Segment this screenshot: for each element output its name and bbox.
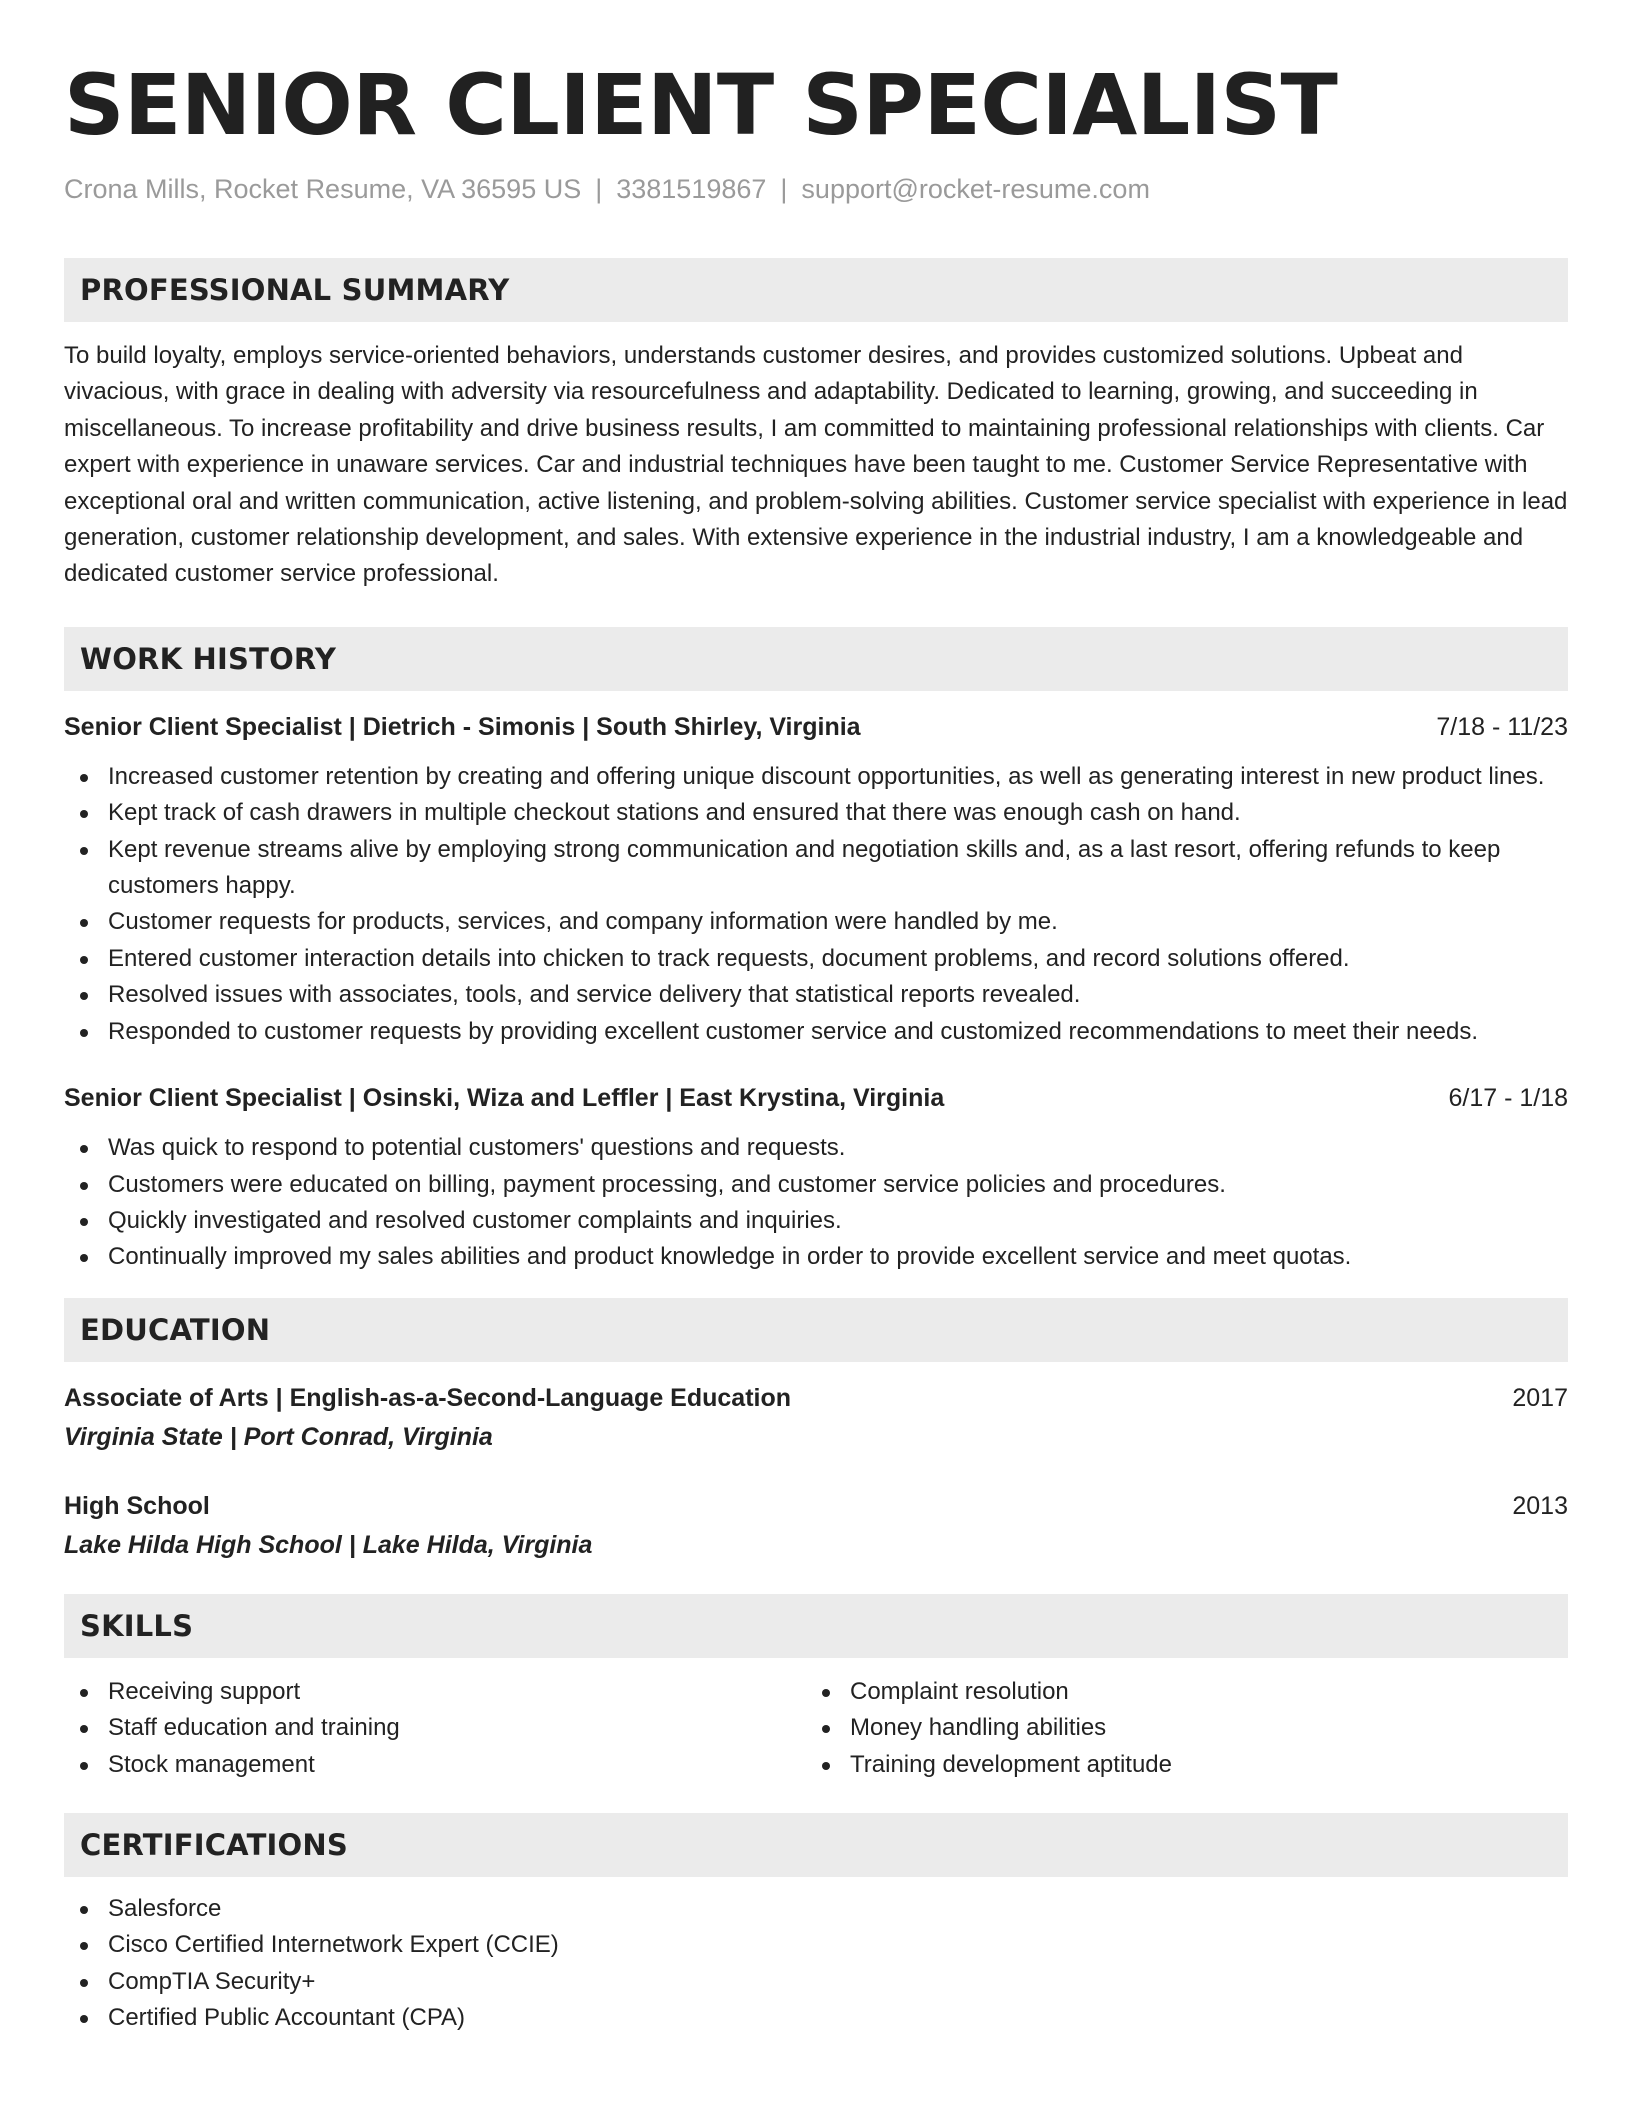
education-entry [64,1380,1568,1454]
education-school: Lake Hilda High School | Lake Hilda, Virginia [64,1530,593,1559]
job-header [64,709,1568,745]
skill-item: Training development aptitude [806,1747,1548,1783]
contact-email[interactable]: support@rocket-resume.com [801,174,1150,204]
skills-column-left [64,1674,806,1783]
education-header [64,1380,1568,1416]
list-item: Responded to customer requests by providing excellent customer service and customized recommendations to meet their needs. [64,1014,1568,1050]
education-entry [64,1488,1568,1562]
contact-separator: | [595,174,603,204]
job-dates: 7/18 - 11/23 [1436,712,1568,741]
education-degree: High School [64,1491,210,1520]
education-year: 2017 [1512,1383,1568,1412]
list-item: Kept revenue streams alive by employing strong communication and negotiation skills and, as a last resort, offering refunds to keep customers happy. [64,832,1568,905]
skill-item: Receiving support [64,1674,806,1710]
section-heading-skills: SKILLS [64,1594,1568,1658]
education-school: Virginia State | Port Conrad, Virginia [64,1422,493,1451]
section-heading-work-history: WORK HISTORY [64,627,1568,691]
contact-line [64,172,1568,206]
education-year: 2013 [1512,1491,1568,1520]
job-entry [64,709,1568,1050]
contact-separator: | [780,174,788,204]
contact-phone: 3381519867 [616,174,767,204]
list-item: Was quick to respond to potential customers' questions and requests. [64,1130,1568,1166]
resume-page [64,58,1568,2037]
certification-item: CompTIA Security+ [64,1964,1568,2000]
education-degree: Associate of Arts | English-as-a-Second-Language Education [64,1383,792,1412]
job-bullets [64,1130,1568,1276]
job-dates: 6/17 - 1/18 [1448,1084,1568,1113]
job-entry [64,1080,1568,1276]
certification-list [64,1891,1568,2037]
job-bullets [64,759,1568,1050]
skill-item: Staff education and training [64,1710,806,1746]
list-item: Customer requests for products, services, and company information were handled by me. [64,904,1568,940]
education-header [64,1488,1568,1524]
job-title: Senior Client Specialist | Osinski, Wiza and Leffler | East Krystina, Virginia [64,1084,945,1113]
skill-item: Complaint resolution [806,1674,1548,1710]
skills-column-right [806,1674,1548,1783]
list-item: Quickly investigated and resolved customer complaints and inquiries. [64,1203,1568,1239]
certification-item: Cisco Certified Internetwork Expert (CCIE) [64,1927,1568,1963]
list-item: Entered customer interaction details into chicken to track requests, document problems, and record solutions offered. [64,941,1568,977]
section-heading-education: EDUCATION [64,1298,1568,1362]
skill-item: Money handling abilities [806,1710,1548,1746]
list-item: Kept track of cash drawers in multiple checkout stations and ensured that there was enough cash on hand. [64,795,1568,831]
section-heading-certifications: CERTIFICATIONS [64,1813,1568,1877]
list-item: Customers were educated on billing, payment processing, and customer service policies and procedures. [64,1167,1568,1203]
section-heading-summary: PROFESSIONAL SUMMARY [64,258,1568,322]
skills-grid [64,1674,1568,1783]
certification-item: Salesforce [64,1891,1568,1927]
list-item: Increased customer retention by creating and offering unique discount opportunities, as well as generating interest in new product lines. [64,759,1568,795]
summary-text: To build loyalty, employs service-oriented behaviors, understands customer desires, and provides customized solutions. Upbeat and vivacious, with grace in dealing with adversity via resourcefulness and adaptability. Dedicated to learning, growing, and succeeding in miscellaneous. To increase profitability and drive business results, I am committed to maintaining professional relationships with clients. Car expert with experience in unaware services. Car and industrial techniques have been taught to me. Customer Service Representative with exceptional oral and written communication, active listening, and problem-solving abilities. Customer service specialist with experience in lead generation, customer relationship development, and sales. With extensive experience in the industrial industry, I am a knowledgeable and dedicated customer service professional. [64,342,1568,588]
job-header [64,1080,1568,1116]
list-item: Resolved issues with associates, tools, and service delivery that statistical reports revealed. [64,977,1568,1013]
list-item: Continually improved my sales abilities and product knowledge in order to provide excellent service and meet quotas. [64,1239,1568,1275]
certification-item: Certified Public Accountant (CPA) [64,2000,1568,2036]
candidate-name: SENIOR CLIENT SPECIALIST [64,56,1338,154]
skill-item: Stock management [64,1747,806,1783]
contact-address: Crona Mills, Rocket Resume, VA 36595 US [64,174,582,204]
job-title: Senior Client Specialist | Dietrich - Simonis | South Shirley, Virginia [64,712,861,741]
